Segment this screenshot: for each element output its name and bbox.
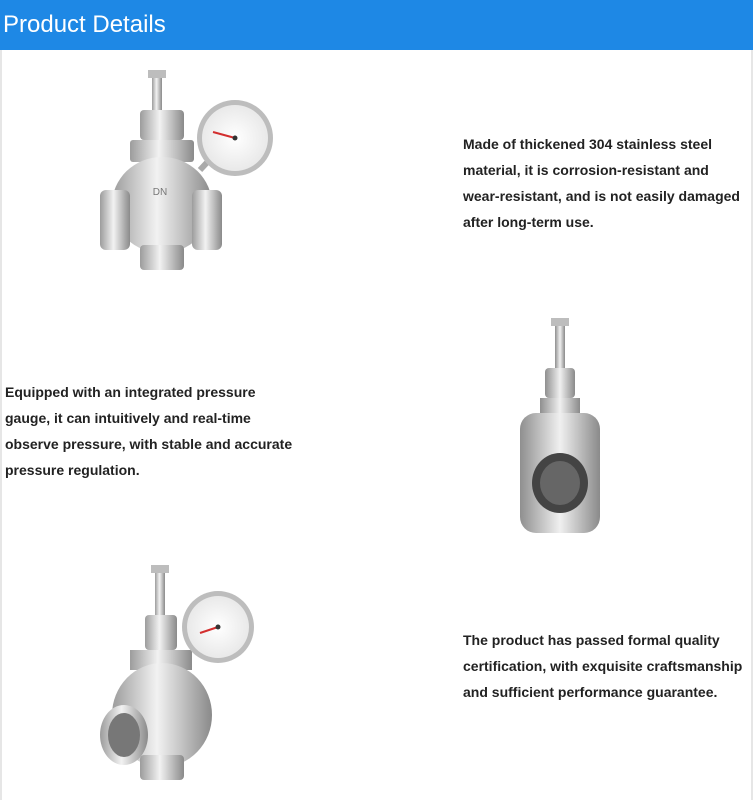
feature-text-1: Made of thickened 304 stainless steel material, it is corrosion-resistant and wear-resistant, and is not easily damaged after long-term use.	[463, 136, 740, 230]
valve-side-illustration	[515, 313, 605, 543]
feature-text-3: The product has passed formal quality certification, with exquisite craftsmanship and sufficient performance guarantee.	[463, 632, 743, 700]
left-border	[0, 50, 2, 800]
product-image-valve-side	[515, 313, 605, 543]
feature-text-2: Equipped with an integrated pressure gauge, it can intuitively and real-time observe pressure, with stable and accurate pressure regulation.	[5, 384, 293, 478]
page-title: Product Details	[3, 11, 166, 38]
product-image-valve-gauge-angled	[100, 565, 260, 785]
product-image-valve-gauge	[100, 70, 280, 290]
valve-with-gauge-illustration	[100, 70, 280, 290]
valve-with-gauge-angled-illustration	[100, 565, 260, 785]
header-bar	[0, 0, 753, 50]
svg-text:DN: DN	[152, 187, 168, 198]
